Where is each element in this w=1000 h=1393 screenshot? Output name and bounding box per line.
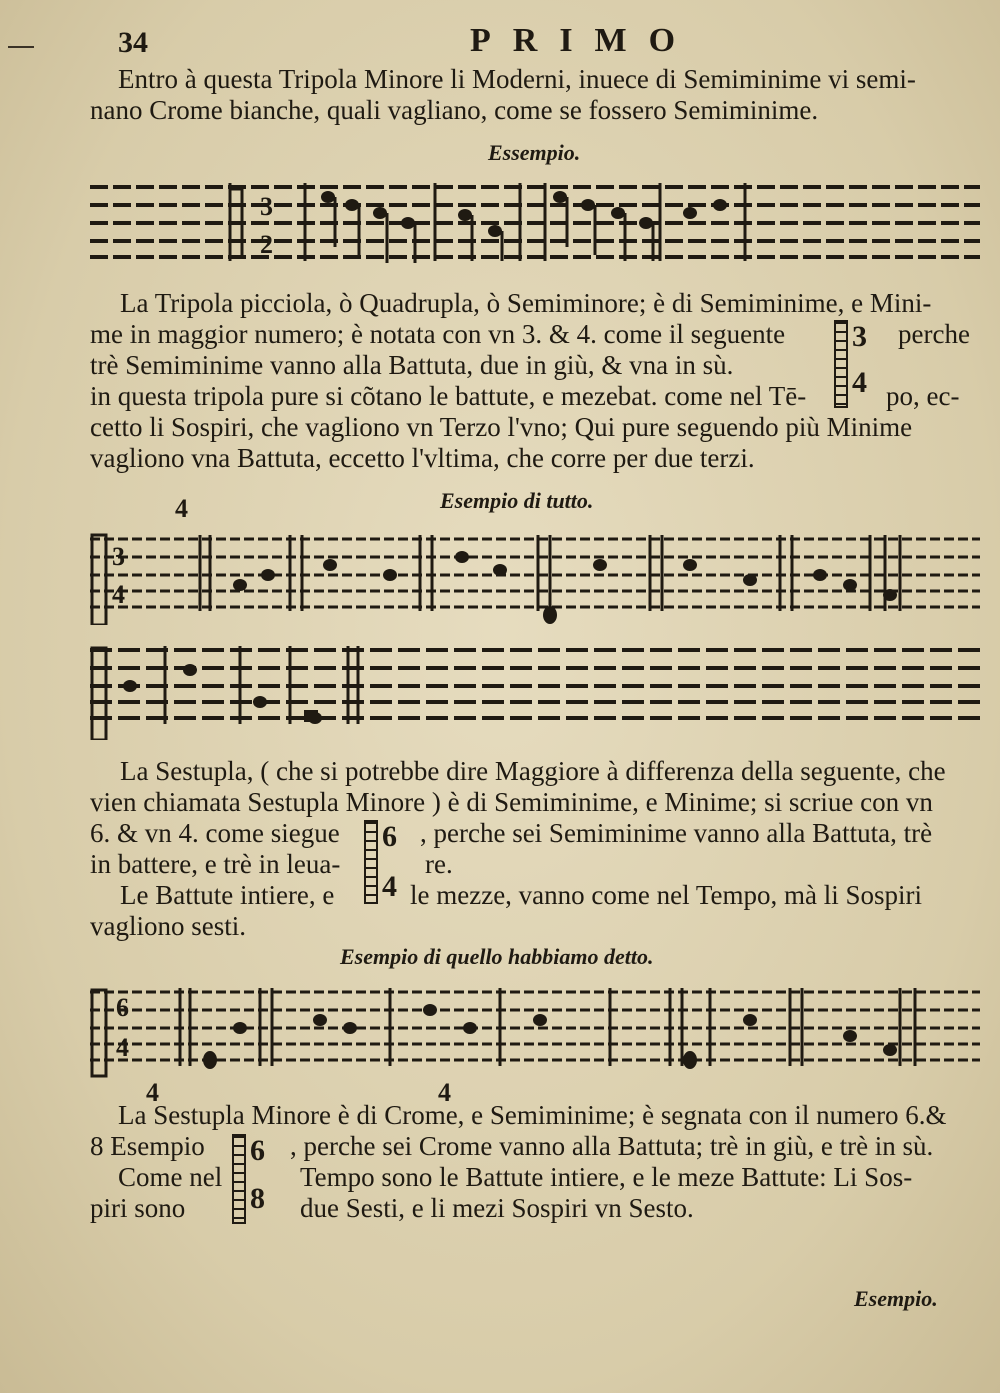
paragraph-sestupla: La Sestupla, ( che si potrebbe dire Maggiore à differenza della seguente, che vien chiamata Sestupla Minore ) è di Semiminime, e Minime; si scriue con vn 6. & vn 4. come siegue in battere, e trè in leua- Le Battute intiere, e vagliono sesti. (90, 756, 946, 941)
p3-right-perche: , perche sei Semiminime vanno alla Battuta, trè (420, 818, 933, 848)
numeral-4-left: 4 (146, 1078, 159, 1107)
music-staff-3 (90, 640, 980, 740)
running-title: PRIMO (470, 22, 698, 59)
svg-text:3: 3 (112, 542, 125, 571)
p2-right-po: po, ec- (886, 381, 960, 411)
time-signature-6-4: 6 4 (364, 820, 404, 904)
caption-esempio-di-quello: Esempio di quello habbiamo detto. (340, 944, 654, 969)
staff-notation-3 (90, 640, 980, 740)
svg-text:4: 4 (112, 580, 125, 609)
catchword: Esempio. (854, 1286, 938, 1311)
staff-notation-4 (90, 980, 980, 1080)
svg-text:3: 3 (260, 192, 273, 221)
svg-text:2: 2 (260, 230, 273, 259)
svg-text:6: 6 (116, 993, 129, 1022)
numeral-4-center: 4 (438, 1078, 451, 1107)
staff-notation-1 (90, 175, 980, 265)
p4-right-tempo: Tempo sono le Battute intiere, e le meze Battute: Li Sos- (300, 1162, 913, 1192)
svg-text:4: 4 (116, 1033, 129, 1062)
caption-esempio-di-tutto: Esempio di tutto. (440, 488, 594, 513)
music-staff-4 (90, 980, 980, 1080)
p4-right-perche: , perche sei Crome vanno alla Battuta; trè in giù, e trè in sù. (290, 1131, 934, 1161)
caption-essempio: Essempio. (488, 140, 581, 165)
numeral-4: 4 (175, 494, 188, 523)
page-number: 34 (118, 26, 148, 59)
p2-right-perche: perche (898, 319, 970, 349)
staff-notation-2 (90, 525, 980, 625)
p4-right-sesti: due Sesti, e li mezi Sospiri vn Sesto. (300, 1193, 694, 1223)
page-header (0, 22, 1000, 62)
music-staff-2 (90, 525, 980, 625)
p3-right-re: re. (425, 849, 453, 879)
paragraph-tripola-picciola: La Tripola picciola, ò Quadrupla, ò Semiminore; è di Semiminime, e Mini- me in maggior numero; è notata con vn 3. & 4. come il seguente trè Semiminime vanno alla Battuta, due in giù, & vna in sù. in questa tripola pure si cõtano le battute, e mezebat. come nel Tē- cetto li Sospiri, che vagliono vn Terzo l'vno; Qui pure seguendo più Minime vagliono vna Battuta, eccetto l'vltima, che corre per due terzi. (90, 288, 932, 473)
time-signature-6-8: 6 8 (232, 1134, 272, 1224)
paragraph-sestupla-minore: La Sestupla Minore è di Crome, e Semiminime; è segnata con il numero 6.& 8 Esempio Come nel piri sono (90, 1100, 947, 1223)
time-signature-3-4: 3 4 (834, 320, 874, 408)
p3-right-mezze: le mezze, vanno come nel Tempo, mà li Sospiri (410, 880, 922, 910)
music-staff-1 (90, 175, 980, 265)
paragraph-tripola-minore: Entro à questa Tripola Minore li Moderni, inuece di Semiminime vi semi- nano Crome bianche, quali vagliano, come se fossero Semiminime. (90, 64, 916, 125)
